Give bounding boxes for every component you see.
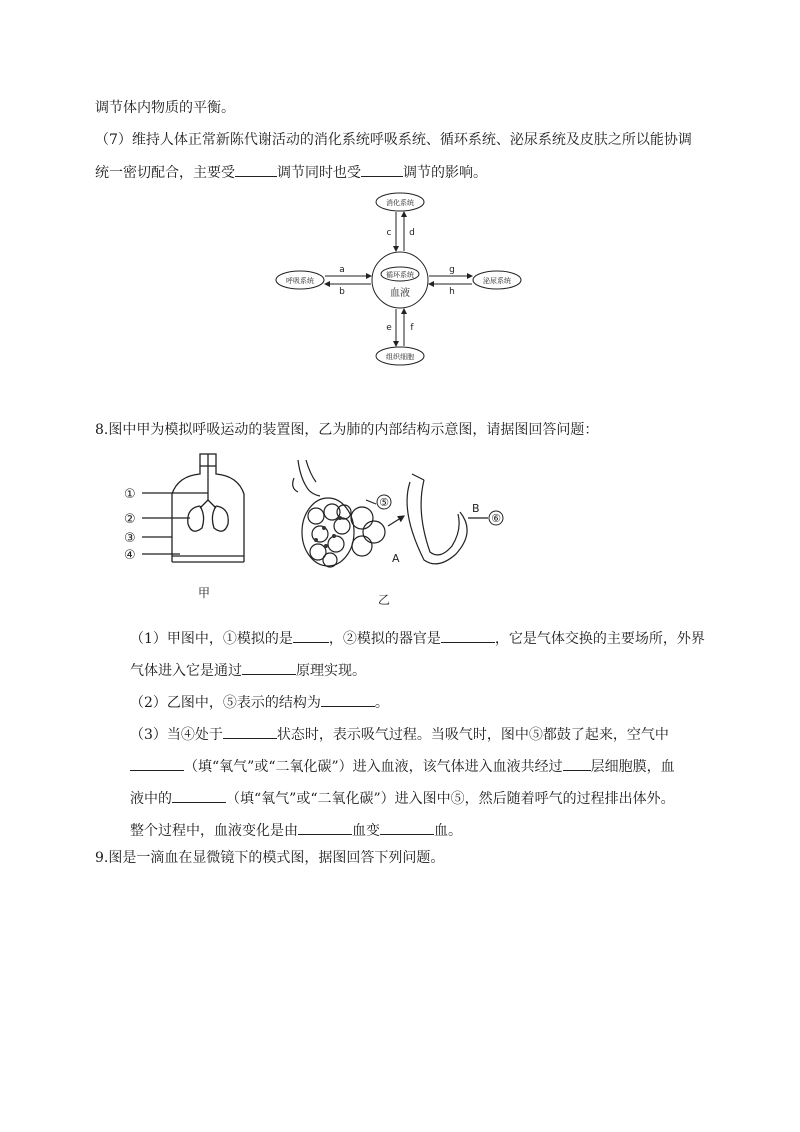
q7-text-b: 调节同时也受 <box>277 165 361 181</box>
q8-s3-line-4 <box>130 820 462 841</box>
label-urinary: 泌尿系统 <box>483 277 511 285</box>
q8-title: 8.图中甲为模拟呼吸运动的装置图，乙为肺的内部结构示意图，请据图回答问题： <box>95 422 599 438</box>
q8-s1-text-c: ，它是气体交换的主要场所，外界 <box>494 631 705 647</box>
q8-s3-text-c: （填“氧气”或“二氧化碳”）进入血液，该气体进入血液共经过 <box>184 759 563 775</box>
q8-s3-text-i: 血。 <box>434 823 462 839</box>
yi-label-B: B <box>472 502 480 515</box>
yi-label-A: A <box>392 552 400 565</box>
q8-s1-line-2 <box>130 660 366 681</box>
jia-label-4: ④ <box>124 548 136 563</box>
jia-label-2: ② <box>124 512 136 527</box>
q8-s1-line-1 <box>130 628 705 649</box>
figure-jia <box>120 450 260 610</box>
label-blood: 血液 <box>390 288 410 299</box>
label-respiratory: 呼吸系统 <box>286 277 314 285</box>
arrow-label-g: g <box>449 265 455 275</box>
q8-s1-blank-1[interactable] <box>293 628 329 643</box>
q8-s1-text-e: 原理实现。 <box>296 663 366 679</box>
q7-blank-2[interactable] <box>361 162 403 177</box>
q8-s3-blank-1[interactable] <box>223 724 277 739</box>
arrow-label-a: a <box>339 265 345 275</box>
jia-label-1: ① <box>124 487 136 502</box>
q8-s3-text-h: 血变 <box>352 823 380 839</box>
figure-yi <box>280 452 520 612</box>
q8-s3-blank-4[interactable] <box>172 788 226 803</box>
q8-s3-line-3 <box>130 788 675 809</box>
label-circulatory: 循环系统 <box>386 271 414 279</box>
arrow-label-h: h <box>449 287 455 297</box>
q9-title: 9.图是一滴血在显微镜下的模式图，据图回答下列问题。 <box>95 850 445 866</box>
q8-s3-text-a: （3）当④处于 <box>130 727 223 743</box>
q8-s3-line-1 <box>130 724 669 745</box>
q8-s2-line <box>130 692 389 713</box>
q8-s3-blank-5[interactable] <box>298 820 352 835</box>
q8-s2-text-a: （2）乙图中，⑤表示的结构为 <box>130 695 321 711</box>
node-blood <box>372 252 428 308</box>
arrow-label-e: e <box>386 323 392 333</box>
jia-label-3: ③ <box>124 531 136 546</box>
yi-label-5: ⑤ <box>379 496 389 509</box>
q8-s3-text-b: 状态时，表示吸气过程。当吸气时，图中⑤都鼓了起来，空气中 <box>276 727 669 743</box>
jia-caption: 甲 <box>197 586 211 600</box>
q8-s3-blank-2[interactable] <box>130 756 184 771</box>
q8-s3-blank-3[interactable] <box>563 756 591 771</box>
q8-s1-text-a: （1）甲图中，①模拟的是 <box>130 631 293 647</box>
q8-s3-text-d: 层细胞膜，血 <box>590 759 675 775</box>
arrow-label-d: d <box>409 228 415 238</box>
q7-line-3 <box>95 162 487 183</box>
q8-s2-text-b: 。 <box>374 695 389 711</box>
q8-s1-blank-3[interactable] <box>242 660 296 675</box>
arrow-label-f: f <box>410 323 414 333</box>
q7-line-1: 调节体内物质的平衡。 <box>95 100 235 116</box>
yi-label-6: ⑥ <box>491 512 501 525</box>
q8-s1-blank-2[interactable] <box>441 628 495 643</box>
q8-s3-line-2 <box>130 756 675 777</box>
q8-s2-blank[interactable] <box>321 692 375 707</box>
label-digestive: 消化系统 <box>386 199 414 207</box>
q8-s1-text-d: 气体进入它是通过 <box>130 663 242 679</box>
q8-s3-text-g: 整个过程中，血液变化是由 <box>130 823 298 839</box>
arrow-label-c: c <box>386 228 392 238</box>
q7-line-2: （7）维持人体正常新陈代谢活动的消化系统呼吸系统、循环系统、泌尿系统及皮肤之所以能协调 <box>95 132 692 148</box>
systems-diagram <box>270 190 530 370</box>
q8-s1-text-b: ，②模拟的器官是 <box>328 631 441 647</box>
q7-text-c: 调节的影响。 <box>403 165 487 181</box>
label-tissue: 组织细胞 <box>386 353 414 361</box>
q8-s3-text-f: （填“氧气”或“二氧化碳”）进入图中⑤，然后随着呼气的过程排出体外。 <box>226 791 675 807</box>
q7-text-a: 统一密切配合，主要受 <box>95 165 235 181</box>
q7-blank-1[interactable] <box>235 162 277 177</box>
q8-s3-text-e: 液中的 <box>130 791 172 807</box>
arrow-label-b: b <box>339 287 345 297</box>
yi-caption: 乙 <box>377 593 391 607</box>
q8-s3-blank-6[interactable] <box>380 820 434 835</box>
